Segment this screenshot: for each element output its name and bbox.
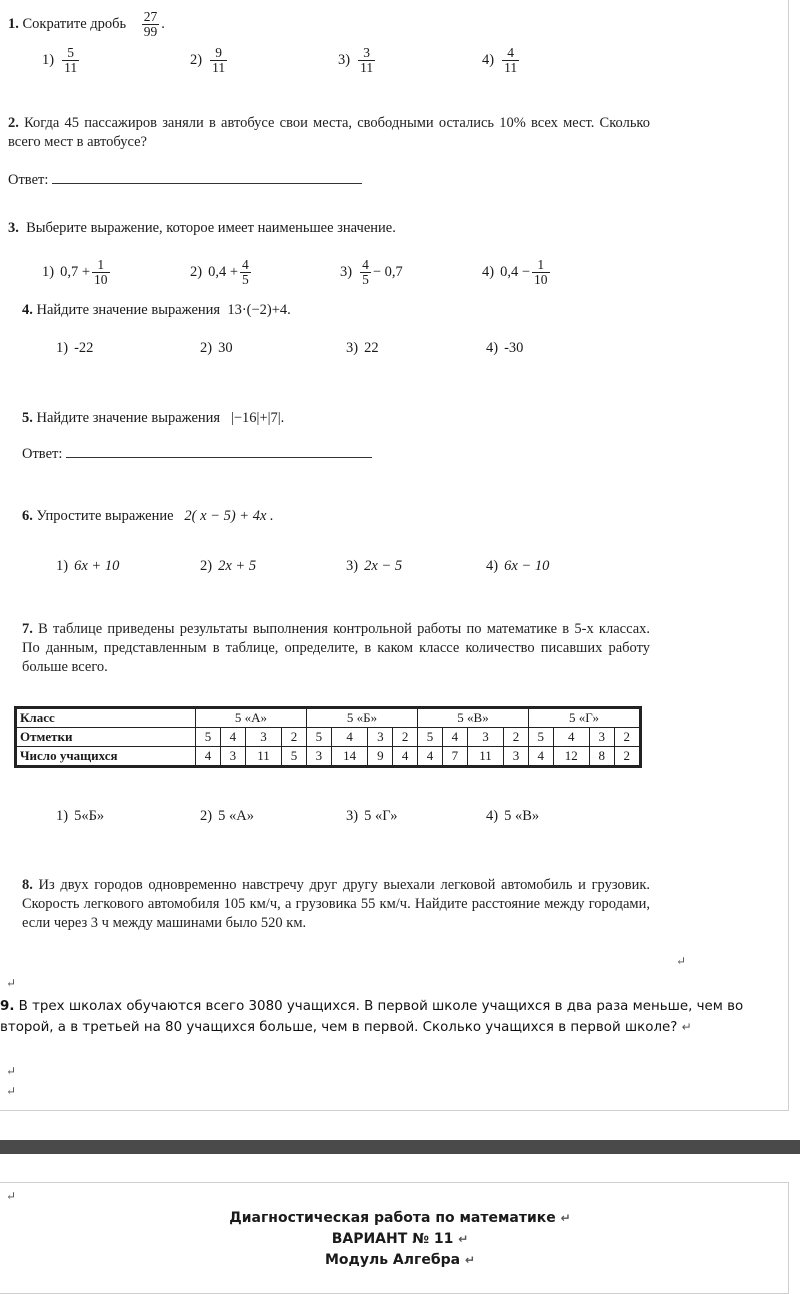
q3-option-2[interactable]: 2) 0,4 + $\frac{4}{5}$ [190,257,249,287]
q1-option-2[interactable]: 2) $\frac{9}{11}$ [190,45,226,75]
q6-option-1[interactable]: 1) 6x + 10 [56,558,120,574]
table-row: Отметки 5 4 3 2 5 4 3 2 5 4 3 2 5 4 3 2 [16,728,641,747]
q2-answer-field[interactable]: Ответ: [8,172,362,189]
q1-option-4[interactable]: 4) $\frac{4}{11}$ [482,45,518,75]
q3-option-3[interactable]: 3) $\frac{4}{5}$ − 0,7 [340,257,403,287]
q7-option-3[interactable]: 3) 5 «Г» [346,808,398,824]
q5-answer-field[interactable]: Ответ: [22,446,372,463]
q3-option-4[interactable]: 4) 0,4 − $\frac{1}{10}$ [482,257,548,287]
q6-option-3[interactable]: 3) 2x − 5 [346,558,403,574]
paragraph-mark: ↵ [676,954,687,968]
q6-option-2[interactable]: 2) 2x + 5 [200,558,257,574]
question-4: 4. Найдите значение выражения 13·(−2)+4. [22,302,291,318]
page-separator [0,1140,800,1154]
q1-option-3[interactable]: 3) $\frac{3}{11}$ [338,45,374,75]
q4-option-4[interactable]: 4) -30 [486,340,524,356]
page-title: Диагностическая работа по математике ↵ [229,1210,571,1226]
question-8: 8. Из двух городов одновременно навстречу друг другу выехали легковой автомобиль и грузовик. Скорость легкового автомобиля 105 км/ч, а грузовика 55 км/ч. Найдите расстояние между городами, если через 3 ч между машинами было 520 км. [22,877,651,931]
q7-option-4[interactable]: 4) 5 «В» [486,808,540,824]
question-6: 6. Упростите выражение 2( x − 5) + 4x . [22,508,274,524]
question-7: 7. В таблице приведены результаты выполнения контрольной работы по математике в 5-х классах. По данным, представленным в таблице, определите, в каком классе количество писавших работу больше всего. [22,621,651,675]
paragraph-mark: ↵ [6,1189,17,1203]
q7-option-2[interactable]: 2) 5 «А» [200,808,254,824]
question-3: 3. Выберите выражение, которое имеет наименьшее значение. [8,220,396,236]
question-5: 5. Найдите значение выражения |−16|+|7|. [22,410,285,426]
q3-option-1[interactable]: 1) 0,7 + $\frac{1}{10}$ [42,257,108,287]
paragraph-mark: ↵ [6,1064,17,1078]
results-table [14,706,642,768]
q6-option-4[interactable]: 4) 6x − 10 [486,558,550,574]
paragraph-mark: ↵ [6,976,17,990]
question-9: 9. В трех школах обучаются всего 3080 учащихся. В первой школе учащихся в два раза меньше, чем во второй, а в третьей на 80 учащихся больше, чем в первой. Сколько учащихся в первой школе? ↵ [0,999,744,1035]
table-row: Класс 5 «А» 5 «Б» 5 «В» 5 «Г» [16,708,641,728]
table-row: Число учащихся 4 3 11 5 3 14 9 4 4 7 11 3 4 12 8 2 [16,747,641,767]
variant-heading: ВАРИАНТ № 11 ↵ [331,1231,469,1247]
q4-option-3[interactable]: 3) 22 [346,340,379,356]
q1-option-1[interactable]: 1) $\frac{5}{11}$ [42,45,78,75]
module-heading: Модуль Алгебра ↵ [324,1252,476,1268]
q4-option-2[interactable]: 2) 30 [200,340,233,356]
question-1: 1. Сократите дробь $\frac{27}{99}$ . [8,9,165,39]
paragraph-mark: ↵ [6,1084,17,1098]
q7-option-1[interactable]: 1) 5«Б» [56,808,105,824]
fraction: $\frac{27}{99}$ [143,9,158,39]
question-2: 2. Когда 45 пассажиров заняли в автобусе свои места, свободными остались 10% всех мест. Сколько всего мест в автобусе? [8,115,650,150]
q4-option-1[interactable]: 1) -22 [56,340,94,356]
